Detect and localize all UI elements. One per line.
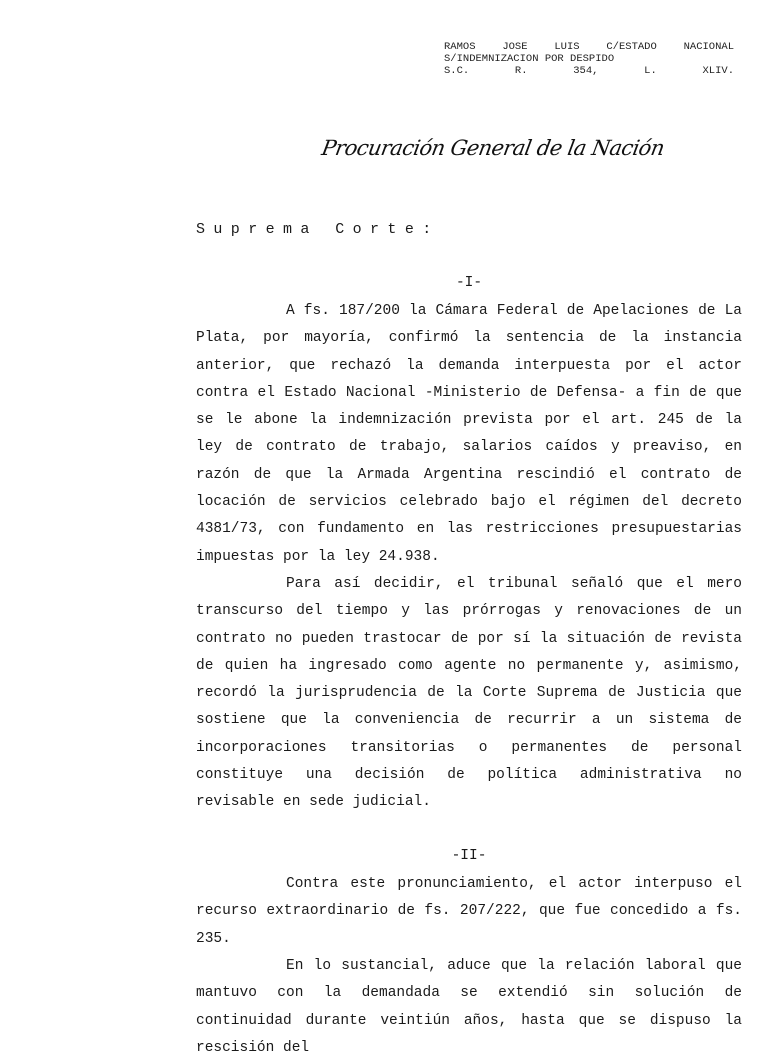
case-caption-file-number: S.C. R. 354, L. XLIV. — [444, 65, 734, 77]
section-numeral-ii: -II- — [451, 848, 487, 864]
body-paragraph-2: Para así decidir, el tribunal señaló que el mero transcurso del tiempo y las prórrogas y renovaciones de un contrato no pueden trastocar de por sí la situación de revista de quien ha ingresado como agente no permanente y, asimismo, recordó la jurisprudencia de la Corte Suprema de Justicia que sostiene que la conveniencia de recurrir a un sistema de incorporaciones transitorias o permanentes de personal constituye una decisión de política administrativa no revisable en sede judicial. — [196, 576, 742, 811]
body-paragraph-3: Contra este pronunciamiento, el actor interpuso el recurso extraordinario de fs. 207/222, que fue concedido a fs. 235. — [196, 876, 742, 947]
case-caption-parties: RAMOS JOSE LUIS C/ESTADO NACIONAL — [444, 41, 734, 53]
institution-letterhead: Procuración General de la Nación — [319, 136, 667, 160]
section-numeral-i: -I- — [455, 275, 483, 291]
case-caption — [444, 41, 734, 77]
body-paragraph-4: En lo sustancial, aduce que la relación laboral que mantuvo con la demandada se extendió sin solución de continuidad durante veintiún años, hasta que se dispuso la rescisión del — [196, 958, 742, 1056]
case-caption-subject: S/INDEMNIZACION POR DESPIDO — [444, 53, 615, 65]
body-paragraph-1: A fs. 187/200 la Cámara Federal de Apelaciones de La Plata, por mayoría, confirmó la sentencia de la instancia anterior, que rechazó la demanda interpuesta por el actor contra el Estado Nacional -Ministerio de Defensa- a fin de que se le abone la indemnización prevista por el art. 245 de la ley de contrato de trabajo, salarios caídos y preaviso, en razón de que la Armada Argentina rescindió el contrato de locación de servicios celebrado bajo el régimen del decreto 4381/73, con fundamento en las restricciones presupuestarias impuestas por la ley 24.938. — [196, 303, 742, 565]
addressee-salutation: Suprema Corte: — [196, 221, 440, 238]
